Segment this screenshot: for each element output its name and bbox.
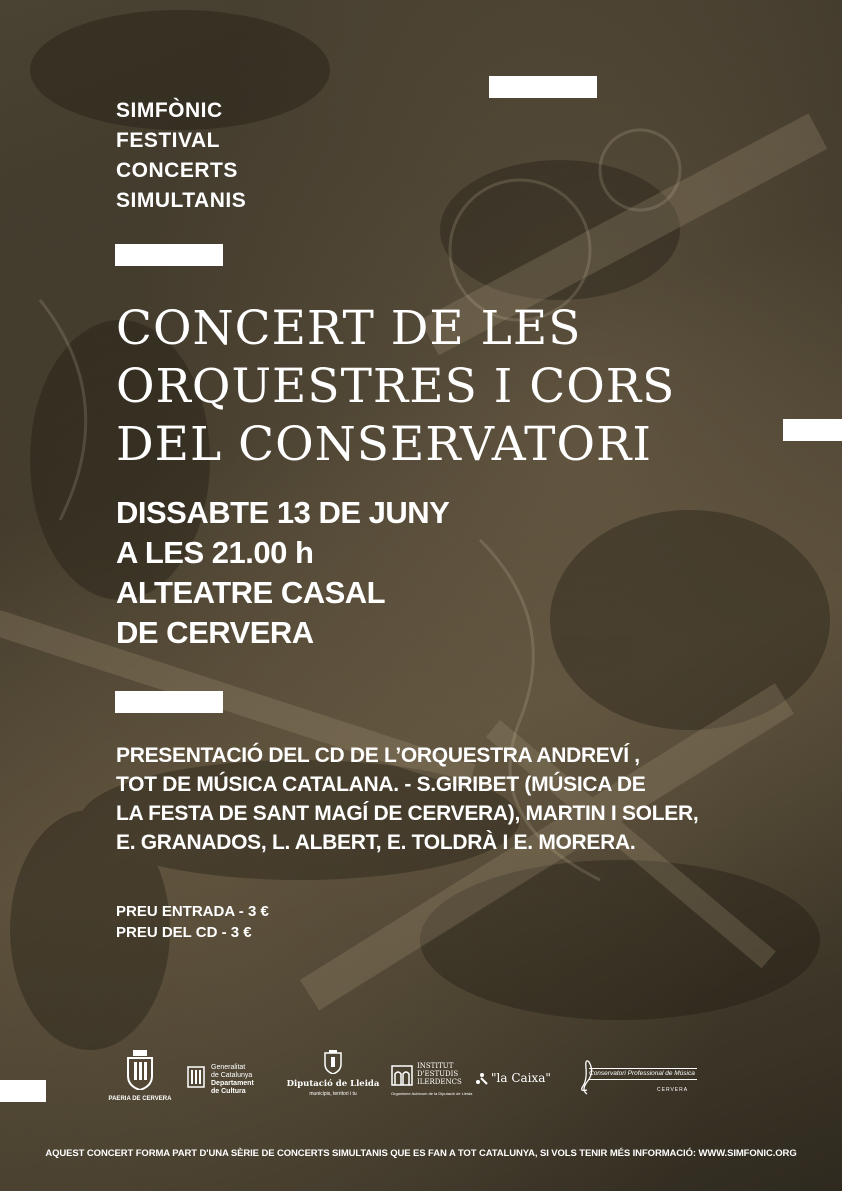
sponsor-logos	[105, 1050, 725, 1120]
event-venue: ALTEATRE CASAL	[116, 575, 386, 610]
program-line: TOT DE MÚSICA CATALANA. - S.GIRIBET (MÚSICA DE	[116, 773, 646, 796]
iei-line: ILERDENCS	[417, 1078, 462, 1086]
lacaixa-label: "la Caixa"	[491, 1071, 551, 1085]
paeria-cervera-logo	[105, 1050, 175, 1103]
diputacio-subtitle: municipis, territori i tu	[309, 1091, 357, 1097]
program-line: E. GRANADOS, L. ALBERT, E. TOLDRÀ I E. MORERA.	[116, 831, 636, 854]
event-time: A LES 21.00 h	[116, 535, 314, 570]
diputacio-label: Diputació de Lleida	[286, 1079, 380, 1089]
generalitat-line: Departament	[211, 1080, 254, 1087]
festival-name	[116, 96, 246, 216]
decorative-bar	[783, 419, 842, 441]
decorative-bar	[489, 76, 597, 98]
ticket-price: PREU ENTRADA - 3 €	[116, 903, 269, 920]
decorative-bar	[115, 691, 223, 713]
iei-building-icon	[391, 1062, 413, 1086]
program-line: PRESENTACIÓ DEL CD DE L’ORQUESTRA ANDREVÍ ,	[116, 744, 640, 767]
lacaixa-star-icon	[475, 1072, 489, 1086]
decorative-bar	[115, 244, 223, 266]
conservatori-subtitle: CERVERA	[657, 1087, 689, 1093]
program-line: LA FESTA DE SANT MAGÍ DE CERVERA), MARTIN I SOLER,	[116, 802, 699, 825]
festival-line: SIMFÒNIC	[116, 99, 223, 122]
festival-line: FESTIVAL	[116, 129, 220, 152]
iei-line: INSTITUT	[417, 1062, 454, 1070]
event-details	[116, 493, 449, 653]
event-date: DISSABTE 13 DE JUNY	[116, 495, 450, 530]
generalitat-line: de Cultura	[211, 1088, 246, 1095]
footer-note: AQUEST CONCERT FORMA PART D'UNA SÈRIE DE CONCERTS SIMULTANIS QUE ES FAN A TOT CATALUNYA, SI VOLS TENIR MÉS INFORMACIÓ: WWW.SIMFONIC.ORG	[45, 1148, 797, 1159]
decorative-bar	[0, 1080, 46, 1102]
iei-subtitle: Organisme Autònom de la Diputació de Lleida	[391, 1091, 473, 1096]
title-line: CONCERT DE LES	[116, 301, 582, 356]
prices	[116, 901, 269, 943]
diputacio-shield-icon	[323, 1050, 343, 1074]
concert-title	[116, 300, 675, 474]
festival-line: CONCERTS	[116, 159, 238, 182]
generalitat-emblem-icon	[187, 1066, 205, 1088]
title-line: ORQUESTRES I CORS	[116, 359, 676, 414]
paeria-shield-icon	[125, 1050, 155, 1090]
generalitat-line: de Catalunya	[211, 1072, 253, 1079]
festival-line: SIMULTANIS	[116, 189, 247, 212]
program-description	[116, 741, 698, 857]
title-line: DEL CONSERVATORI	[116, 417, 652, 472]
generalitat-line: Generalitat	[211, 1064, 246, 1071]
iei-line: D'ESTUDIS	[417, 1070, 459, 1078]
conservatori-label: Conservatori Professional de Música	[589, 1070, 695, 1077]
event-venue: DE CERVERA	[116, 615, 314, 650]
cd-price: PREU DEL CD - 3 €	[116, 924, 252, 941]
diputacio-lleida-logo	[283, 1050, 383, 1098]
paeria-label: PAERIA DE CERVERA	[108, 1096, 172, 1102]
